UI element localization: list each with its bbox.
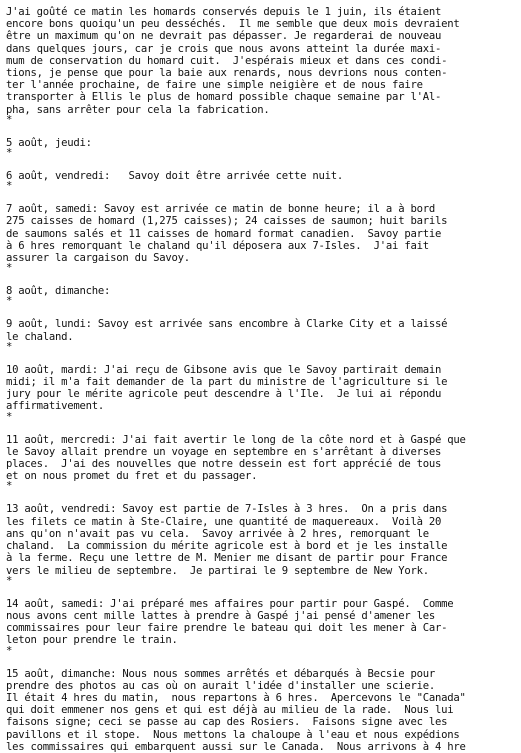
separator-star: * — [6, 340, 13, 353]
text-line: à 6 hres remorquant le chaland qu'il déposera aux 7-Isles. J'ai fait — [6, 239, 429, 252]
diary-entry — [6, 364, 515, 422]
text-line: prendre des photos au cas où on aurait l'idée d'installer une scierie. — [6, 679, 435, 692]
text-line: dans quelques jours, car je crois que nous avons atteint la durée maxi- — [6, 42, 442, 55]
text-line: ans qu'on n'avait pas vu cela. Savoy arrivée à 2 hres, remorquant le — [6, 527, 429, 540]
text-line: et on nous promet du fret et du passager. — [6, 470, 258, 483]
text-line: affirmativement. — [6, 400, 105, 413]
separator-star: * — [6, 147, 13, 160]
text-line: être un maximum qu'on ne devrait pas dépasser. Je regarderai de nouveau — [6, 30, 442, 43]
diary-entry — [6, 503, 515, 585]
text-line: 15 août, dimanche: Nous nous sommes arrêtés et débarqués à Becsie pour — [6, 667, 435, 680]
text-line: 8 août, dimanche: — [6, 285, 111, 298]
text-line: vers le milieu de septembre. Je partirai le 9 septembre de New York. — [6, 564, 429, 577]
text-line: 6 août, vendredi: Savoy doit être arrivée cette nuit. — [6, 170, 344, 183]
text-line: nous avons cent mille lattes à prendre à Gaspé j'ai pensé d'amener les — [6, 609, 435, 622]
text-line: 5 août, jeudi: — [6, 136, 92, 149]
text-line: jury pour le mérite agricole peut descendre à l'Ile. Je lui ai répondu — [6, 388, 442, 401]
text-line: commissaires pour leur faire prendre le bateau qui doit les mener à Car- — [6, 622, 448, 635]
text-line: tions, je pense que pour la baie aux renards, nous devrions nous conten- — [6, 67, 448, 80]
text-line: les commissaires qui embarquent aussi sur le Canada. Nous arrivons à 4 hre — [6, 740, 466, 753]
diary-entry — [6, 434, 515, 492]
text-line: le Savoy allait prendre un voyage en septembre en s'arrêtant à diverses — [6, 445, 442, 458]
text-line: 9 août, lundi: Savoy est arrivée sans encombre à Clarke City et a laissé — [6, 318, 448, 331]
text-line: ter l'année prochaine, de faire une simple neigière et de nous faire — [6, 79, 423, 92]
intro-paragraph — [6, 6, 515, 125]
diary-entry — [6, 598, 515, 656]
diary-entry — [6, 137, 515, 158]
text-line: 11 août, mercredi: J'ai fait avertir le long de la côte nord et à Gaspé que — [6, 433, 466, 446]
text-line: places. J'ai des nouvelles que notre dessein est fort apprécié de tous — [6, 458, 442, 471]
text-line: encore bons quoiqu'un peu desséchés. Il me semble que deux mois devraient — [6, 18, 460, 31]
diary-entry — [6, 203, 515, 273]
separator-star: * — [6, 480, 13, 493]
text-line: mum de conservation du homard cuit. J'espérais mieux et dans ces condi- — [6, 54, 448, 67]
diary-entry — [6, 318, 515, 351]
diary-entries — [6, 137, 515, 753]
text-line: 13 août, vendredi: Savoy est partie de 7-Isles à 3 hres. On a pris dans — [6, 503, 448, 516]
text-line: leton pour prendre le train. — [6, 634, 178, 647]
text-line: pavillons et il stope. Nous mettons la chaloupe à l'eau et nous expédions — [6, 728, 460, 741]
text-line: 275 caisses de homard (1,275 caisses); 24 caisses de saumon; huit barils — [6, 215, 448, 228]
text-line: 7 août, samedi: Savoy est arrivée ce matin de bonne heure; il a à bord — [6, 203, 435, 216]
text-line: assurer la cargaison du Savoy. — [6, 252, 190, 265]
separator-star: * — [6, 295, 13, 308]
diary-entry — [6, 668, 515, 753]
separator-star: * — [6, 410, 13, 423]
text-line: qui doit emmener nos gens et qui est déjà au milieu de la rade. Nous lui — [6, 704, 454, 717]
separator-star: * — [6, 180, 13, 193]
text-line: faisons signe; ceci se passe au cap des Rosiers. Faisons signe avec les — [6, 716, 448, 729]
text-line: 14 août, samedi: J'ai préparé mes affaires pour partir pour Gaspé. Comme — [6, 597, 454, 610]
text-line: de saumons salés et 11 caisses de homard format canadien. Savoy partie — [6, 227, 442, 240]
text-line: J'ai goûté ce matin les homards conservés depuis le 1 juin, ils étaient — [6, 6, 442, 18]
text-line: les filets ce matin à Ste-Claire, une quantité de maquereaux. Voilà 20 — [6, 515, 442, 528]
text-line: pha, sans arrêter pour cela la fabrication. — [6, 103, 270, 116]
text-line: chaland. La commission du mérite agricole est à bord et je les installe — [6, 540, 448, 553]
text-line: Il était 4 hres du matin, nous repartons à 6 hres. Apercevons le "Canada" — [6, 691, 466, 704]
separator-star: * — [6, 644, 13, 657]
text-line: à la ferme. Reçu une lettre de M. Menier me disant de partir pour France — [6, 552, 448, 565]
text-line: transporter à Ellis le plus de homard possible chaque semaine par l'Al- — [6, 91, 442, 104]
diary-entry — [6, 170, 515, 191]
text-line: midi; il m'a fait demander de la part du ministre de l'agriculture si le — [6, 376, 448, 389]
separator-star: * — [6, 574, 13, 587]
separator-star: * — [6, 113, 13, 126]
separator-star: * — [6, 262, 13, 275]
text-line: 10 août, mardi: J'ai reçu de Gibsone avis que le Savoy partirait demain — [6, 363, 442, 376]
text-line: le chaland. — [6, 330, 74, 343]
diary-entry — [6, 285, 515, 306]
